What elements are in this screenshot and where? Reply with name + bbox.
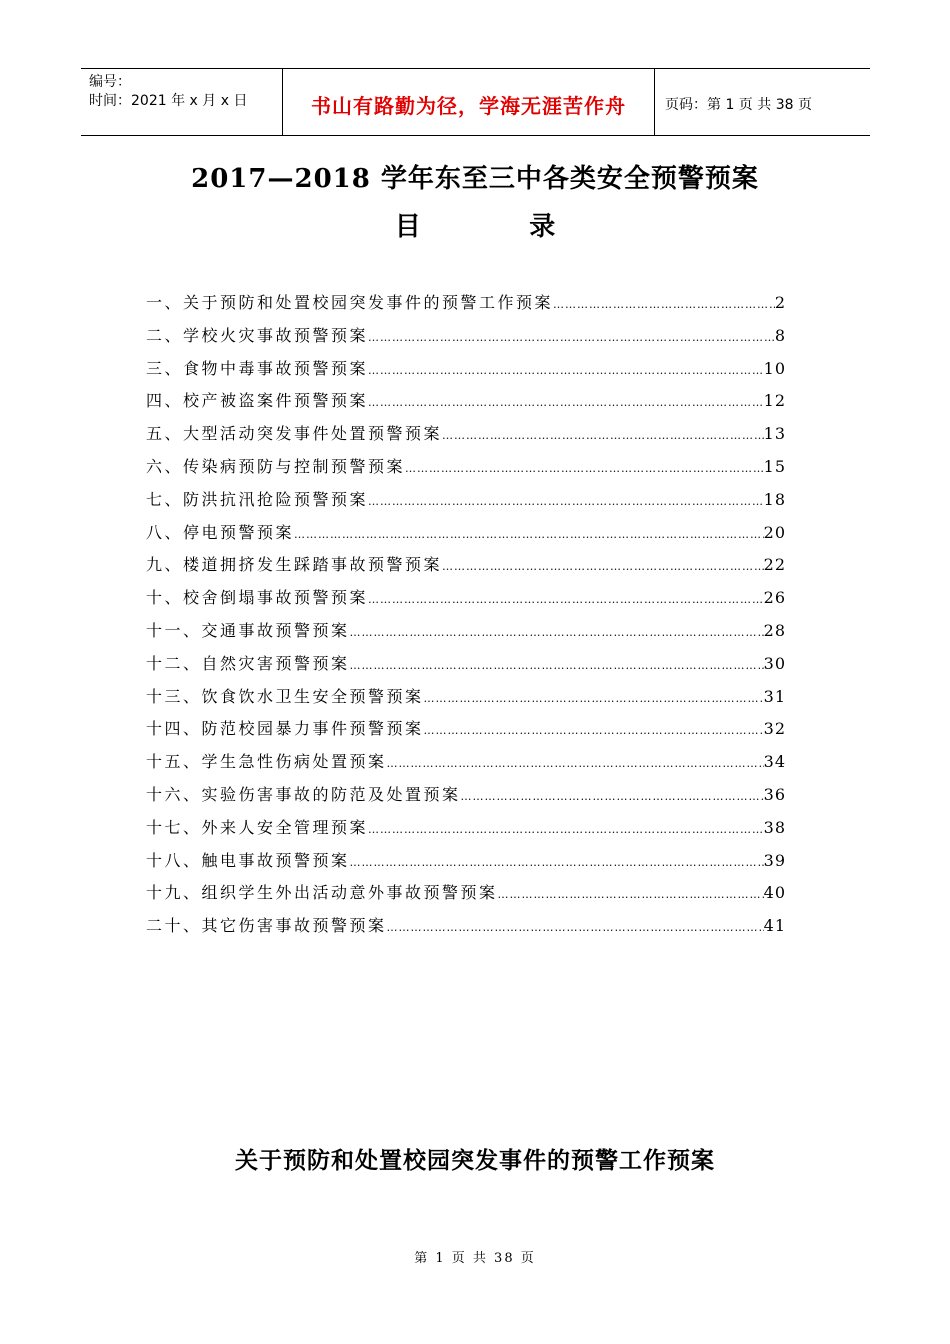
page-footer: 第 1 页 共 38 页 [414,1251,536,1266]
toc-leader-dots [553,290,775,320]
section-title: 关于预防和处置校园突发事件的预警工作预案 [235,1147,715,1174]
toc-leader-dots [368,356,764,386]
toc-entry [146,780,786,813]
toc-entry [146,813,786,846]
toc-entry-title: 八、停电预警预案 [146,522,295,542]
toc-entry [146,747,786,780]
header-motto: 书山有路勤为径，学海无涯苦作舟 [282,69,655,135]
toc-entry-title: 十五、学生急性伤病处置预案 [146,752,387,772]
header-page-info: 页码：第 1 页 共 38 页 [665,97,812,113]
toc-entry [146,649,786,682]
toc-entry-title: 四、校产被盗案件预警预案 [146,391,369,411]
document-header [81,68,870,136]
toc-leader-dots [442,421,764,451]
toc-entry [146,452,786,485]
toc-entry-page: 36 [763,784,786,804]
toc-entry-title: 十九、组织学生外出活动意外事故预警预案 [146,883,498,903]
table-of-contents [146,288,786,944]
toc-heading: 目 录 [394,212,556,242]
toc-entry [146,354,786,387]
toc-leader-dots [350,651,764,681]
toc-entry-title: 九、楼道拥挤发生踩踏事故预警预案 [146,555,443,575]
toc-entry-page: 18 [763,489,786,509]
toc-leader-dots [294,520,764,550]
toc-entry-page: 38 [763,817,786,837]
toc-entry-title: 二十、其它伤害事故预警预案 [146,916,387,936]
toc-entry-page: 30 [763,653,786,673]
toc-entry-title: 十一、交通事故预警预案 [146,620,350,640]
toc-leader-dots [368,323,775,353]
toc-entry-page: 2 [774,293,786,312]
toc-leader-dots [424,716,764,746]
toc-entry [146,550,786,583]
toc-entry-title: 十六、实验伤害事故的防范及处置预案 [146,784,461,804]
toc-entry-page: 26 [763,588,786,608]
toc-entry-title: 一、关于预防和处置校园突发事件的预警工作预案 [146,293,554,312]
toc-entry-page: 15 [763,456,786,476]
toc-entry-page: 39 [763,850,786,870]
toc-entry-page: 31 [763,686,786,706]
toc-leader-dots [368,388,764,418]
toc-entry-page: 40 [763,883,786,903]
toc-entry [146,583,786,616]
toc-entry-page: 10 [763,358,786,378]
toc-entry [146,485,786,518]
toc-entry-title: 十三、饮食饮水卫生安全预警预案 [146,686,424,706]
number-label: 编号： [89,74,131,90]
toc-entry-title: 七、防洪抗汛抢险预警预案 [146,489,369,509]
toc-leader-dots [405,454,764,484]
toc-entry [146,714,786,747]
toc-entry-page: 20 [763,522,786,542]
document-title: 2017—2018 学年东至三中各类安全预警预案 [191,164,759,194]
toc-entry-title: 十八、触电事故预警预案 [146,850,350,870]
toc-entry-title: 五、大型活动突发事件处置预警预案 [146,424,443,444]
toc-entry [146,911,786,944]
toc-entry-page: 28 [763,620,786,640]
toc-entry-title: 十、校舍倒塌事故预警预案 [146,588,369,608]
toc-entry-title: 十七、外来人安全管理预案 [146,817,369,837]
toc-entry [146,419,786,452]
toc-leader-dots [387,913,764,943]
toc-entry [146,682,786,715]
toc-entry-title: 三、食物中毒事故预警预案 [146,358,369,378]
toc-leader-dots [424,684,764,714]
toc-entry-page: 13 [763,424,786,444]
toc-entry [146,878,786,911]
toc-leader-dots [350,618,764,648]
toc-leader-dots [368,815,764,845]
toc-entry-title: 十四、防范校园暴力事件预警预案 [146,719,424,739]
toc-leader-dots [498,880,764,910]
toc-entry [146,321,786,354]
time-label: 时间：2021 年 x 月 x 日 [89,93,248,109]
toc-entry-page: 32 [763,719,786,739]
toc-entry-title: 六、传染病预防与控制预警预案 [146,456,406,476]
toc-entry [146,846,786,879]
toc-leader-dots [461,782,764,812]
toc-entry-page: 22 [763,555,786,575]
header-meta-cell [81,69,282,135]
toc-leader-dots [387,749,764,779]
toc-entry-title: 二、学校火灾事故预警预案 [146,325,369,345]
toc-entry [146,518,786,551]
toc-entry-page: 12 [763,391,786,411]
toc-entry [146,616,786,649]
toc-leader-dots [350,848,764,878]
toc-leader-dots [442,552,764,582]
toc-entry-page: 8 [774,325,786,345]
toc-entry-page: 41 [763,916,786,936]
toc-entry [146,288,786,321]
toc-entry-title: 十二、自然灾害预警预案 [146,653,350,673]
toc-entry-page: 34 [763,752,786,772]
toc-leader-dots [368,585,764,615]
toc-leader-dots [368,487,764,517]
toc-entry [146,386,786,419]
